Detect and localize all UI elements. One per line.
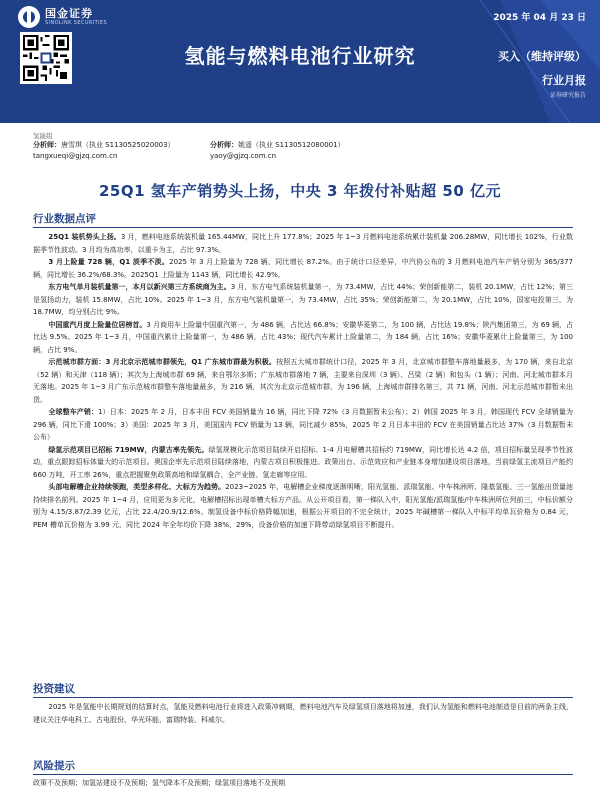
paragraph-body: 3 月，燃料电池系统装机量 165.44MW，同比上升 177.8%；2025 年 1~3 月燃料电池系统累计装机量 206.28MW，同比增长 102%，行业数据季节性波动。3 月均为高功率，以重卡为主，占比 97.3%。 [33, 233, 574, 254]
paragraph-body: 2025 年 3 月上险量为 728 辆，同比增长 87.2%。由于统计口径差异，中汽协公布的 3 月燃料电池汽车产销分别为 365/377 辆，同比增长 36.2%/68.3%。2025Q1 上险量为 1143 辆，同比增长 42.9%。 [33, 258, 573, 279]
company-logo [18, 6, 107, 28]
industry-section [33, 213, 573, 531]
investment-heading: 投资建议 [33, 683, 573, 698]
paragraph-body: 按照五大城市群统计口径，2025 年 3 月，北京城市群整车落地量最多，为 170 辆，来自北京（52 辆）和天津（118 辆）；其次为上海城市群 69 辆，来自鄂尔多斯；广东城市群落地 7 辆，主要来自深圳（3 辆）、吕梁（2 辆）和包头（1 辆）；河南、河北城市群本月无落地。2025 年 1~3 月广东示范城市群整车落地量最多，为 216 辆，其次为北京示范城市群，为 196 辆，上海城市群排名第三，共 71 辆，河南、河北示范城市群暂未出货。 [33, 358, 573, 404]
analyst-1 [33, 141, 175, 150]
paragraph-lead: 东方电气单月装机量第一，本月以新兴第三方系统商为主。 [48, 283, 231, 291]
paragraph-lead: 全球整车产销： [48, 408, 99, 416]
paragraph [33, 406, 573, 444]
paragraph-body: 1）日本：2025 年 2 月，日本丰田 FCV 美国销量为 16 辆，同比下降 72%（3 月数据暂未公布）；2）韩国 2025 年 3 月，韩国现代 FCV 全球销量为 296 辆，同比下滑 100%；3）美国：2025 年 3 月，美国国内 FCV 销量为 13 辆，同比减少 85%，2025 年 2 月日本丰田的 FCV 在美国销量占比达 37%（3 月数据暂未公布） [33, 408, 573, 441]
risk-text: 政策不及预期；加氢站建设不及预期；氢气降本不及预期；绿氢项目落地不及预期 [33, 779, 285, 787]
report-type: 行业月报 [542, 74, 586, 87]
paragraph-body: 2023~2025 年，电解槽企业梯度逐渐明晰，阳光氢能、派瑞氢能、中车株洲所、隆基氢能、三一氢能出货量池持续排名前列。2025 年 1~4 月，应用更为多元化，电解槽招标出现单槽大标方产品。从公开项目看，第一梯队入中，阳光氢能/派瑞氢能/中车株洲所位列前三，中标价额分别为 4.15/3.87/2.39 亿元，占比 22.4/20.9/12.6%。制氢设备中标价格降幅加速，根据公开项目的不完全统计，2025 年碱槽第一梯队入中标平均单瓦价格为 0.84 元，PEM 槽单瓦价格为 3.99 元，同比 2024 年全年均价下降 38%、29%，设备价格的加速下降带动绿氢项目不断提升。 [33, 483, 574, 529]
logo-icon [18, 6, 40, 28]
paragraph [33, 319, 573, 357]
investment-section [33, 683, 573, 726]
paragraph-lead: 绿氢示范项目已招标 719MW，内蒙古率先领先。 [48, 445, 209, 454]
team-name: 氢能组 [33, 132, 53, 140]
paragraph [33, 231, 573, 256]
logo-en-text: SINOLINK SECURITIES [45, 20, 108, 26]
paragraph-lead: 25Q1 装机势头上扬。 [48, 233, 121, 241]
paragraph-body: 3 月，东方电气系统装机量第一，为 73.4MW，占比 44%；荣创新能第二，装机 20.1MW，占比 12%；第三是氢扬动力，装机 15.8MW，占比 10%。2025 年 1~3 月，东方电气装机量第一，为 73.4MW，占比 35%；荣创新能第二，为 20.1MW，占比 10%，国家电投第三，为 18.7MW，均分别占比 9%。 [33, 283, 574, 316]
investment-text: 2025 年是氢能中长期规划的结算时点，氢能及燃料电池行业将进入政策冲刺期，燃料电池汽车及绿氢项目落地将加速，我们认为氢能和燃料电池制造是目前的两条主线，建议关注华电科工、古电股份、华光环能、富瑞特装、科威尔。 [33, 703, 573, 724]
paragraph-lead: 3 月上险量 728 辆，Q1 淡季不淡。 [48, 258, 170, 266]
paragraph [33, 444, 573, 482]
analyst-1-name: 唐雪琪（执业 S1130525020003） [61, 141, 175, 149]
paragraph-body: 绿氢规模化示范项目陆续开启招标。1-4 月电解槽共招标约 719MW，同比增长达 4.2 倍，项目招标量呈现季节性波动，重点跟踪招标体量大的示范项目。奥国企率先示范项目陆续落地，内蒙古项目积极推进。政策出台、示范效应和产业链本身增加建设项目落地，当前绿氢主流项目产能约 660 万吨，开工率 26%，重点把握聚焦政策高地和绿氢耦合、全产业链、氢走廊等应用。 [33, 445, 573, 479]
analyst-2-name: 姚遥（执业 S1130512080001） [238, 141, 345, 149]
report-category: 证券研究报告 [549, 92, 586, 99]
logo-cn-text: 国金证券 [45, 7, 93, 20]
analyst-1-email[interactable]: tangxueqi@gjzq.com.cn [33, 152, 118, 160]
paragraph [33, 281, 573, 319]
risk-section [33, 760, 573, 788]
main-headline: 25Q1 氢车产销势头上扬，中央 3 年拨付补贴超 50 亿元 [99, 182, 501, 200]
industry-heading: 行业数据点评 [33, 213, 573, 228]
risk-heading: 风险提示 [33, 760, 573, 775]
report-date: 2025 年 04 月 23 日 [493, 13, 586, 23]
analyst-2-email[interactable]: yaoy@gjzq.com.cn [210, 152, 277, 160]
paragraph-lead: 头部电解槽企业持续领跑，类型多样化、大标方为趋势。 [48, 483, 226, 491]
report-title: 氢能与燃料电池行业研究 [184, 44, 416, 68]
report-header [0, 0, 600, 123]
paragraph [33, 256, 573, 281]
analyst-2 [210, 141, 345, 150]
paragraph-lead: 示范城市群方面：3 月北京示范城市群领先，Q1 广东城市群最为积极。 [48, 358, 277, 366]
analyst-2-label: 分析师： [210, 141, 238, 149]
analyst-1-label: 分析师： [33, 141, 61, 149]
rating-badge: 买入（维持评级） [498, 50, 586, 63]
paragraph [33, 481, 573, 531]
paragraph-lead: 中国重汽月度上险量位居榜首。 [48, 320, 147, 329]
paragraph [33, 356, 573, 406]
paragraph-body: 3 月商用车上险量中国重汽第一，为 486 辆，占比达 66.8%；安徽华菱第二，为 100 辆，占比达 19.8%；陕汽集团第三，为 69 辆，占比达 9.5%。2025 年 1~3 月，中国重汽累计上险量第一，为 486 辆，占比 43%；现代汽车累计上险量第二，为 184 辆，占比 16%；安徽华菱累计上险量第三，为 100 辆，占比 9%。 [33, 320, 574, 354]
